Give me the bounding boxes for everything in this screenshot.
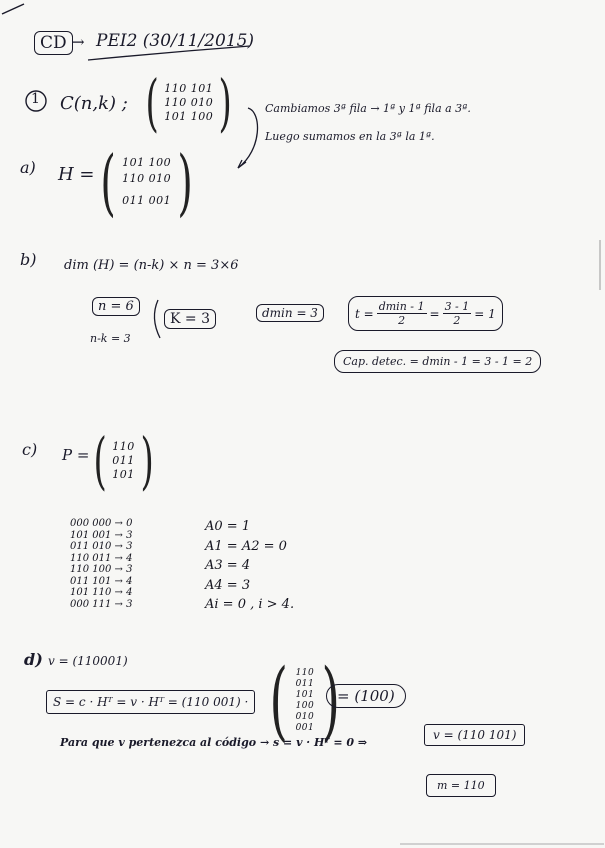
weight-line: A1 = A2 = 0: [205, 538, 287, 554]
part-d-label: d): [24, 650, 43, 669]
t-label: t =: [355, 306, 374, 321]
fraction: [377, 300, 427, 327]
problem-number: 1: [31, 91, 40, 107]
n-minus-k: n-k = 3: [90, 332, 131, 345]
matrix-row: 011: [112, 454, 135, 467]
equals: =: [429, 306, 440, 321]
weight-line: A0 = 1: [205, 519, 251, 534]
p-label: P =: [62, 446, 90, 464]
operation-note: Luego sumamos en la 3ª la 1ª.: [265, 130, 435, 143]
matrix-row: 001: [295, 723, 315, 733]
codeword-row: 011 010 → 3: [70, 541, 133, 552]
subject-box: CD: [34, 31, 73, 55]
codeword-row: 101 110 → 4: [70, 587, 133, 598]
matrix-row: 110: [295, 668, 315, 678]
part-b-label: b): [20, 250, 37, 269]
fraction: [443, 300, 472, 327]
matrix-row: 101 100: [122, 156, 172, 169]
parity-check-matrix: ( 101 100 110 010 011 001 ): [100, 140, 193, 224]
weight-distribution: [205, 517, 294, 615]
matrix-row: 011 001: [122, 194, 172, 207]
weight-line: A3 = 4: [205, 558, 251, 573]
p-matrix: ( 110 011 101 ): [93, 424, 154, 497]
codeword-row: 110 100 → 3: [70, 564, 133, 575]
codeword-row: 000 111 → 3: [70, 598, 133, 610]
conclusion-line: Para que v pertenezca al código → s = v · Hᵀ = 0 ⇒: [60, 736, 368, 749]
matrix-row: 110 010: [164, 96, 214, 109]
h-label: H =: [58, 164, 95, 185]
matrix-row: 110 010: [122, 172, 172, 185]
codeword-row: 000 000 → 0: [70, 518, 133, 529]
matrix-row: 101 100: [164, 110, 214, 123]
syndrome-expression: S = c · Hᵀ = v · Hᵀ = (110 001) ·: [46, 690, 255, 714]
operation-note: Cambiamos 3ª fila → 1ª y 1ª fila a 3ª.: [265, 102, 471, 115]
matrix-row: 110 101: [164, 82, 214, 95]
h-transpose-matrix: ( 110 011 101 100 010 001 ): [269, 651, 341, 751]
codeword-row: 011 101 → 4: [70, 575, 133, 587]
detection-capacity: Cap. detec. = dmin - 1 = 3 - 1 = 2: [334, 350, 541, 373]
numerator: 3 - 1: [444, 300, 470, 313]
codeword-row: 101 001 → 3: [70, 529, 133, 541]
received-vector: v = (110001): [48, 654, 128, 668]
k-box: K = 3: [164, 309, 216, 329]
weight-line: A4 = 3: [205, 577, 251, 593]
n-box: n = 6: [92, 297, 140, 316]
denominator: 2: [398, 314, 406, 327]
part-c-label: c): [22, 440, 38, 459]
generator-matrix: ( 110 101 110 010 101 100 ): [145, 66, 232, 139]
codeword-list: [70, 518, 132, 610]
codeword-row: 110 011 → 4: [70, 552, 133, 564]
t-result: = 1: [474, 306, 496, 321]
matrix-row: 101: [112, 468, 135, 481]
matrix-row: 100: [295, 701, 315, 711]
weight-line: Ai = 0 , i > 4.: [205, 597, 295, 612]
dmin-box: dmin = 3: [256, 304, 324, 322]
corrected-vector: v = (110 101): [424, 724, 525, 746]
denominator: 2: [453, 314, 461, 327]
matrix-row: 101: [295, 690, 315, 700]
syndrome-result: = (100): [326, 684, 406, 708]
dimension-line: dim (H) = (n-k) × n = 3×6: [64, 258, 239, 273]
arrow-right-icon: →: [72, 33, 85, 51]
correction-capacity: [348, 296, 503, 331]
matrix-row: 011: [295, 679, 315, 689]
matrix-row: 010: [295, 712, 315, 722]
code-label: C(n,k) ;: [60, 93, 128, 114]
numerator: dmin - 1: [378, 300, 425, 313]
matrix-row: 110: [112, 440, 135, 453]
message-box: m = 110: [426, 774, 496, 797]
part-a-label: a): [20, 158, 36, 177]
exam-title: PEI2 (30/11/2015): [96, 31, 255, 51]
